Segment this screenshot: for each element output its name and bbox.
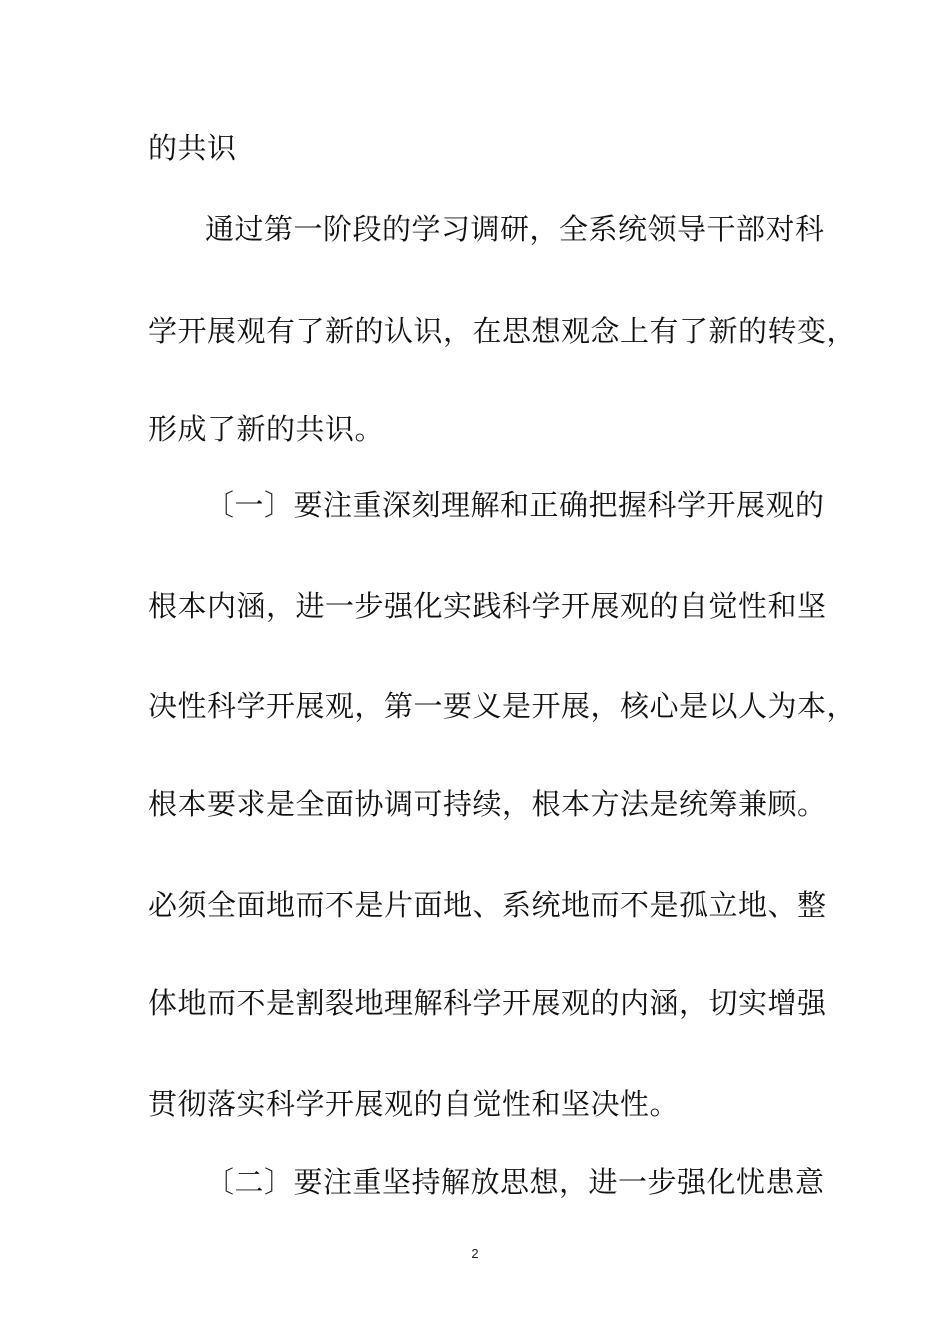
text-line-9: 必须全面地而不是片面地、系统地而不是孤立地、整 xyxy=(148,888,827,922)
text-line-1: 的共识 xyxy=(148,131,237,165)
text-line-3: 学开展观有了新的认识，在思想观念上有了新的转变， xyxy=(148,314,857,348)
text-line-2: 通过第一阶段的学习调研，全系统领导干部对科 xyxy=(205,212,825,246)
text-line-10: 体地而不是割裂地理解科学开展观的内涵，切实增强 xyxy=(148,986,827,1020)
text-line-5: 〔一〕要注重深刻理解和正确把握科学开展观的 xyxy=(205,488,825,522)
text-line-11: 贯彻落实科学开展观的自觉性和坚决性。 xyxy=(148,1087,680,1121)
page-number: 2 xyxy=(471,1246,479,1261)
text-line-12: 〔二〕要注重坚持解放思想，进一步强化忧患意 xyxy=(205,1165,825,1199)
text-line-4: 形成了新的共识。 xyxy=(148,412,385,446)
text-line-7: 决性科学开展观，第一要义是开展，核心是以人为本， xyxy=(148,689,857,723)
text-line-6: 根本内涵，进一步强化实践科学开展观的自觉性和坚 xyxy=(148,589,827,623)
text-line-8: 根本要求是全面协调可持续，根本方法是统筹兼顾。 xyxy=(148,787,827,821)
